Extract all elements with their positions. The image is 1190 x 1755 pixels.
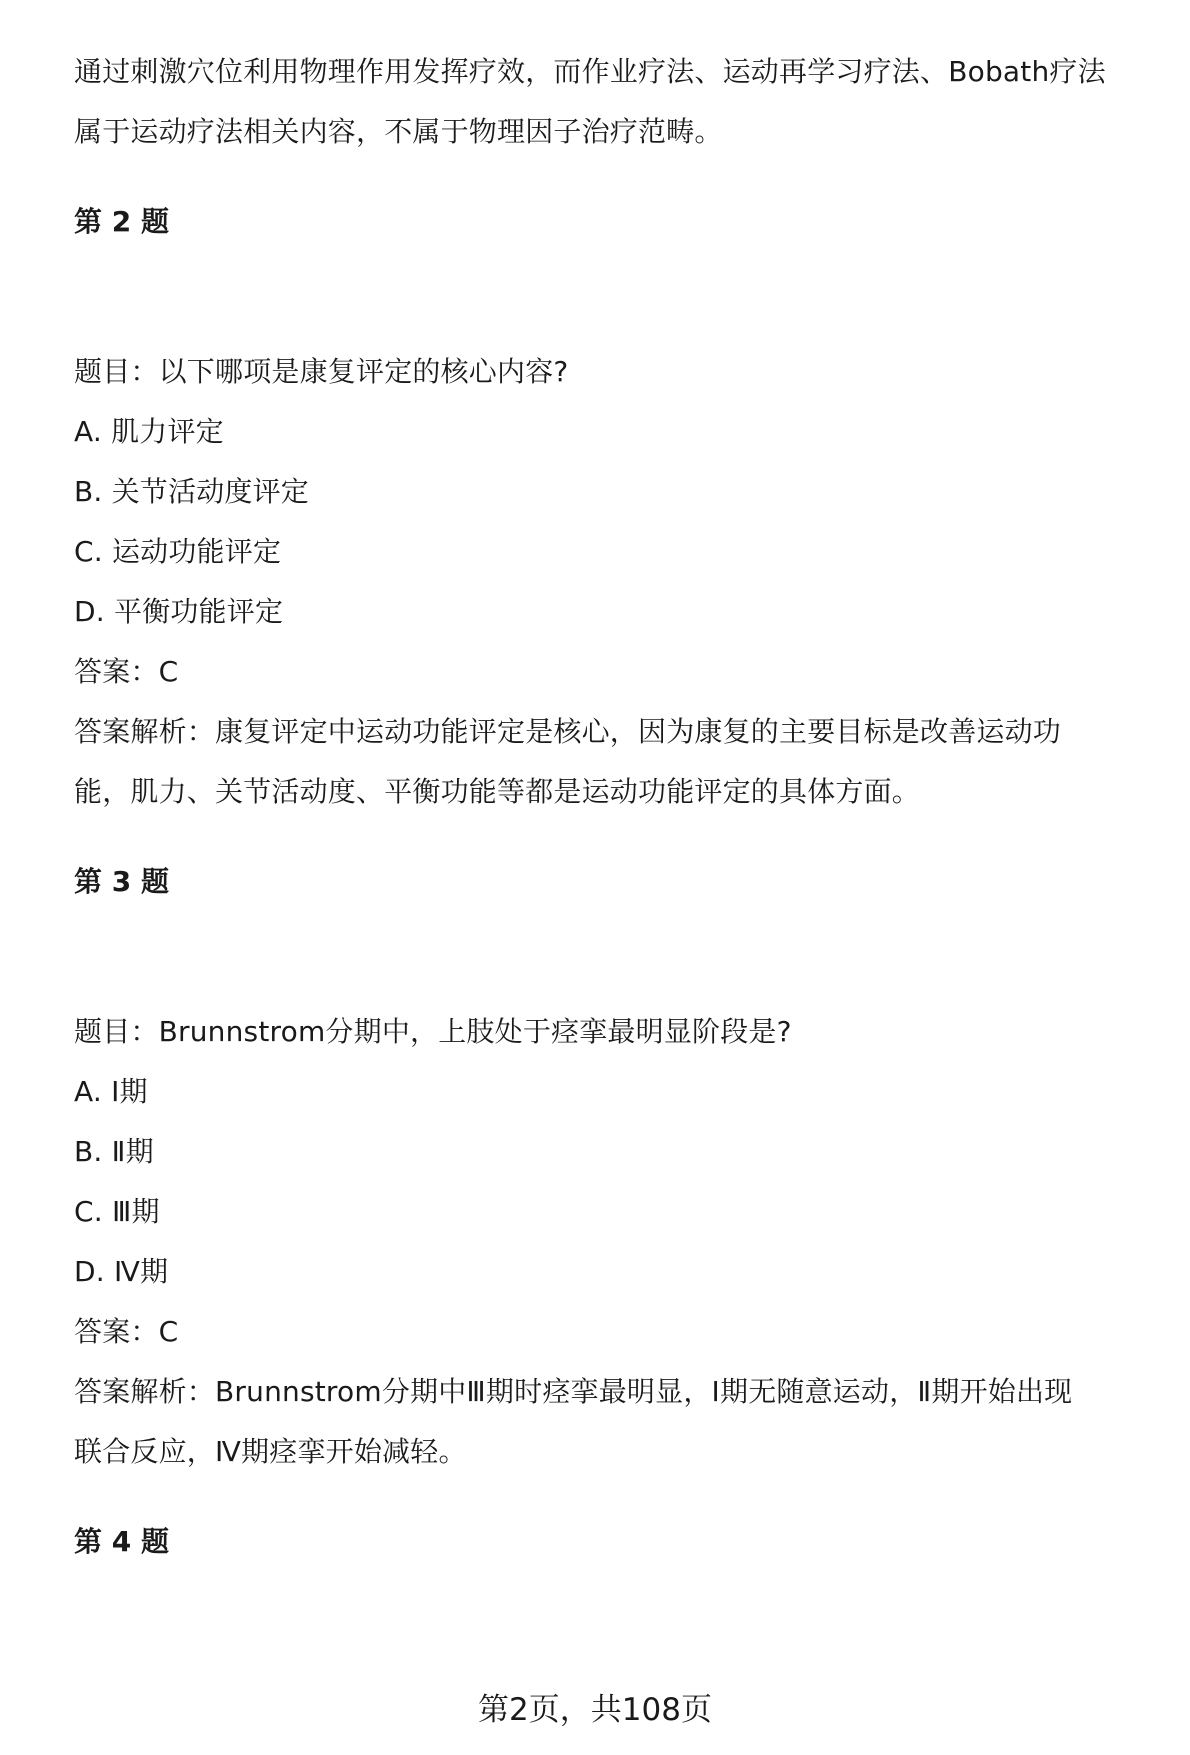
question-3-option-d: D. Ⅳ期 — [74, 1255, 169, 1288]
question-3-option-b: B. Ⅱ期 — [74, 1135, 154, 1168]
question-2-explanation-line-1: 答案解析：康复评定中运动功能评定是核心，因为康复的主要目标是改善运动功 — [74, 715, 1062, 748]
intro-line-1: 通过刺激穴位利用物理作用发挥疗效，而作业疗法、运动再学习疗法、Bobath疗法 — [74, 55, 1106, 88]
question-4-heading: 第 4 题 — [74, 1525, 169, 1558]
question-2-answer: 答案：C — [74, 655, 179, 688]
question-3-text: 题目：Brunnstrom分期中，上肢处于痉挛最明显阶段是? — [74, 1015, 792, 1048]
page-number-footer: 第2页，共108页 — [478, 1692, 712, 1728]
intro-line-2: 属于运动疗法相关内容，不属于物理因子治疗范畴。 — [74, 115, 723, 148]
question-3-heading: 第 3 题 — [74, 865, 169, 898]
question-2-option-d: D. 平衡功能评定 — [74, 595, 284, 628]
question-3-option-a: A. Ⅰ期 — [74, 1075, 148, 1108]
question-2-explanation-line-2: 能，肌力、关节活动度、平衡功能等都是运动功能评定的具体方面。 — [74, 775, 921, 808]
question-3-option-c: C. Ⅲ期 — [74, 1195, 160, 1228]
question-3-explanation-line-2: 联合反应，Ⅳ期痉挛开始减轻。 — [74, 1435, 467, 1468]
question-2-option-a: A. 肌力评定 — [74, 415, 224, 448]
question-2-text: 题目：以下哪项是康复评定的核心内容? — [74, 355, 569, 388]
question-3-answer: 答案：C — [74, 1315, 179, 1348]
question-3-explanation-line-1: 答案解析：Brunnstrom分期中Ⅲ期时痉挛最明显，Ⅰ期无随意运动，Ⅱ期开始出现 — [74, 1375, 1073, 1408]
question-2-option-b: B. 关节活动度评定 — [74, 475, 310, 508]
question-2-option-c: C. 运动功能评定 — [74, 535, 282, 568]
question-2-heading: 第 2 题 — [74, 205, 169, 238]
